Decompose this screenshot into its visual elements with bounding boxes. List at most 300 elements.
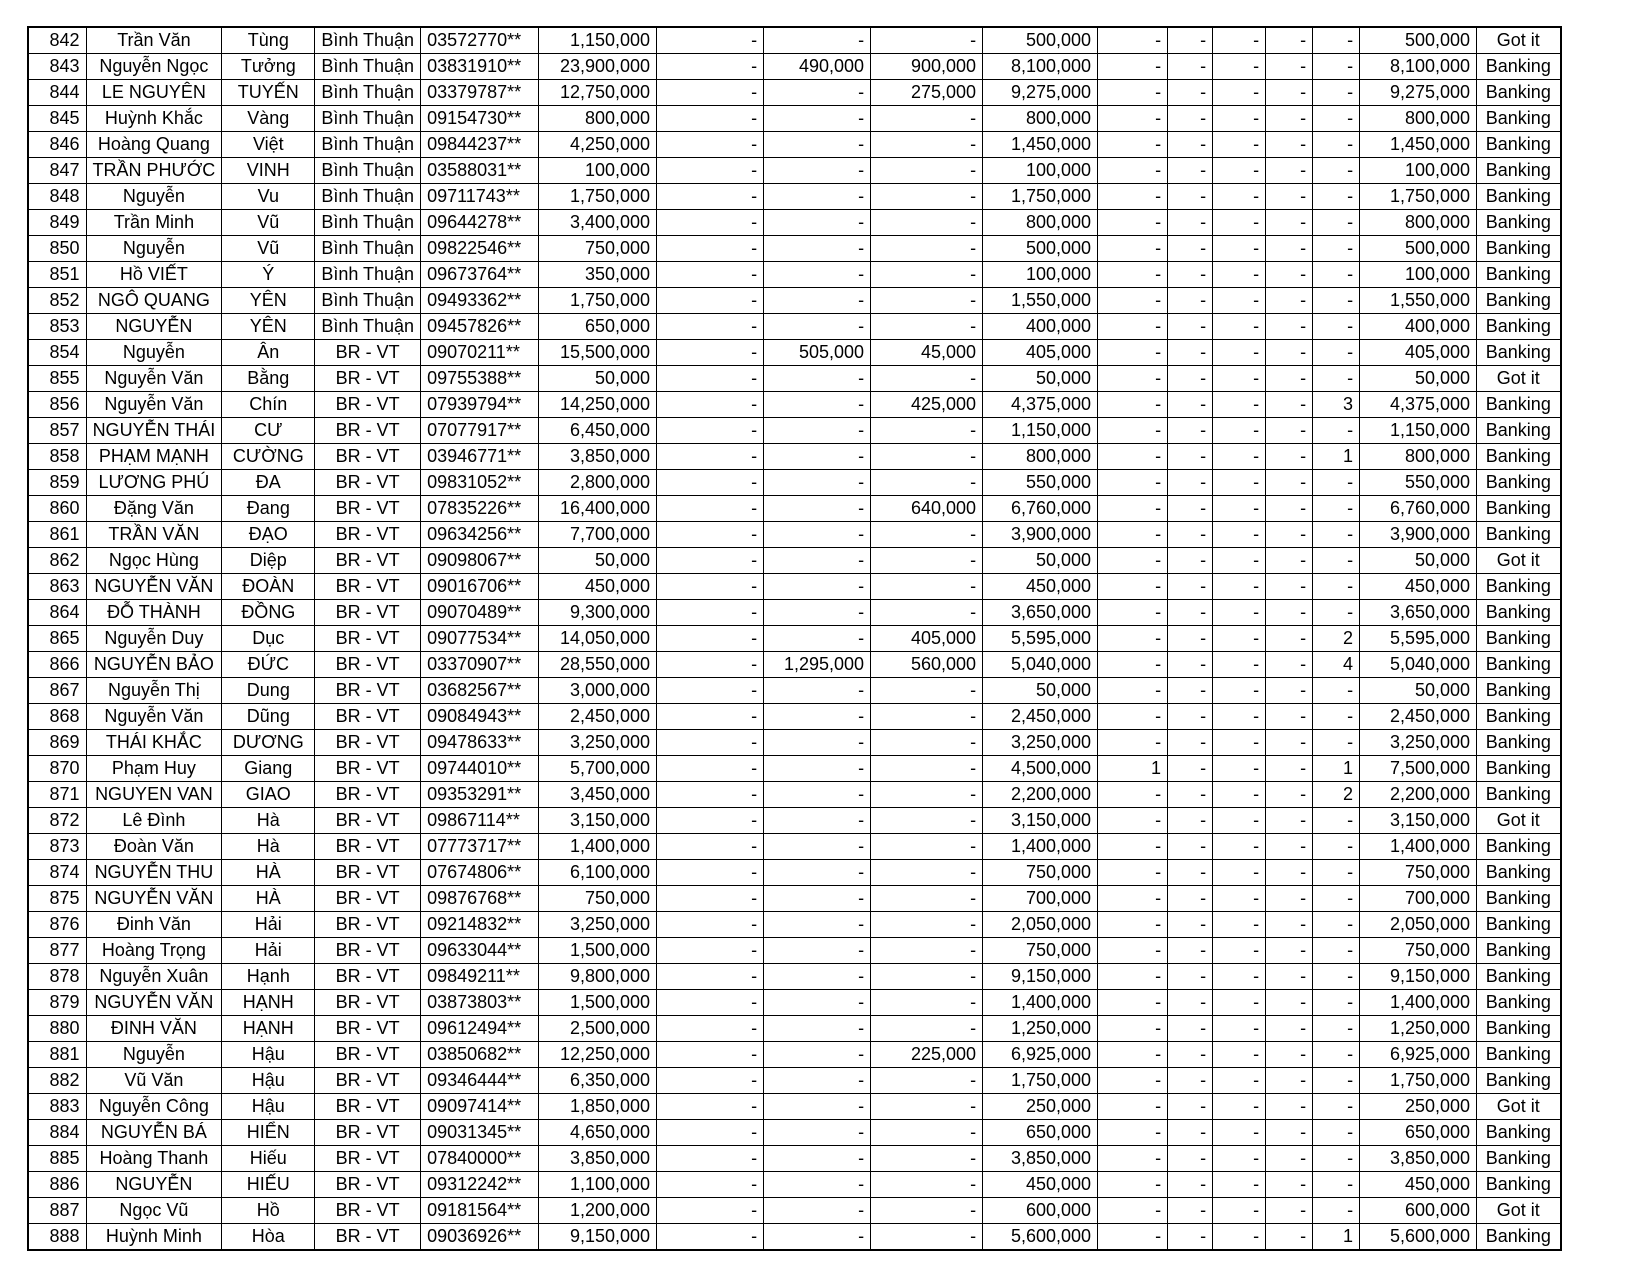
cell-amount-final: 50,000 — [1360, 365, 1477, 391]
table-row — [28, 79, 1561, 105]
cell-flag-4: - — [1266, 573, 1313, 599]
table-row — [28, 1119, 1561, 1145]
cell-col-b: - — [764, 1067, 871, 1093]
cell-payment-method: Banking — [1477, 313, 1561, 339]
cell-payment-method: Banking — [1477, 729, 1561, 755]
cell-phone: 09822546** — [421, 235, 539, 261]
cell-row-number: 856 — [28, 391, 86, 417]
cell-row-number: 888 — [28, 1223, 86, 1249]
cell-col-c: - — [871, 677, 983, 703]
cell-col-a: - — [657, 807, 764, 833]
cell-payment-method: Banking — [1477, 1041, 1561, 1067]
cell-amount-total: 50,000 — [539, 365, 657, 391]
cell-flag-1: - — [1098, 1067, 1168, 1093]
cell-flag-5: 1 — [1313, 1223, 1360, 1249]
cell-flag-3: - — [1213, 1093, 1266, 1119]
cell-amount-paid: 2,050,000 — [983, 911, 1098, 937]
cell-amount-total: 4,250,000 — [539, 131, 657, 157]
cell-amount-paid: 3,250,000 — [983, 729, 1098, 755]
cell-col-a: - — [657, 677, 764, 703]
cell-flag-2: - — [1168, 1197, 1213, 1223]
cell-col-a: - — [657, 365, 764, 391]
cell-phone: 09036926** — [421, 1223, 539, 1249]
cell-family-name: CƯỜNG — [222, 443, 315, 469]
cell-row-number: 862 — [28, 547, 86, 573]
cell-payment-method: Banking — [1477, 105, 1561, 131]
cell-payment-method: Got it — [1477, 1197, 1561, 1223]
cell-amount-final: 4,375,000 — [1360, 391, 1477, 417]
cell-amount-total: 15,500,000 — [539, 339, 657, 365]
cell-row-number: 842 — [28, 27, 86, 53]
cell-given-name: Nguyễn — [86, 339, 222, 365]
cell-row-number: 869 — [28, 729, 86, 755]
cell-col-c: - — [871, 547, 983, 573]
cell-family-name: Tùng — [222, 27, 315, 53]
cell-flag-3: - — [1213, 807, 1266, 833]
cell-payment-method: Banking — [1477, 443, 1561, 469]
cell-amount-total: 23,900,000 — [539, 53, 657, 79]
cell-col-b: - — [764, 391, 871, 417]
cell-given-name: Đặng Văn — [86, 495, 222, 521]
cell-family-name: Giang — [222, 755, 315, 781]
cell-amount-final: 450,000 — [1360, 573, 1477, 599]
table-row — [28, 27, 1561, 53]
cell-flag-1: - — [1098, 443, 1168, 469]
cell-flag-2: - — [1168, 1015, 1213, 1041]
cell-province: BR - VT — [315, 521, 421, 547]
cell-payment-method: Banking — [1477, 521, 1561, 547]
cell-flag-1: - — [1098, 729, 1168, 755]
cell-amount-final: 250,000 — [1360, 1093, 1477, 1119]
cell-payment-method: Banking — [1477, 989, 1561, 1015]
cell-amount-paid: 500,000 — [983, 27, 1098, 53]
cell-flag-2: - — [1168, 963, 1213, 989]
cell-province: BR - VT — [315, 547, 421, 573]
cell-col-b: - — [764, 963, 871, 989]
cell-phone: 09098067** — [421, 547, 539, 573]
cell-given-name: NGUYỄN VĂN — [86, 885, 222, 911]
cell-flag-1: - — [1098, 469, 1168, 495]
table-row — [28, 963, 1561, 989]
cell-col-c: - — [871, 963, 983, 989]
cell-flag-2: - — [1168, 729, 1213, 755]
cell-amount-final: 3,850,000 — [1360, 1145, 1477, 1171]
cell-phone: 09633044** — [421, 937, 539, 963]
cell-flag-1: - — [1098, 1171, 1168, 1197]
cell-family-name: HIỂN — [222, 1119, 315, 1145]
cell-col-c: 900,000 — [871, 53, 983, 79]
cell-amount-total: 2,800,000 — [539, 469, 657, 495]
cell-flag-3: - — [1213, 1067, 1266, 1093]
cell-flag-4: - — [1266, 417, 1313, 443]
table-row — [28, 131, 1561, 157]
cell-province: BR - VT — [315, 781, 421, 807]
cell-flag-2: - — [1168, 209, 1213, 235]
cell-phone: 03873803** — [421, 989, 539, 1015]
cell-col-c: - — [871, 443, 983, 469]
cell-flag-5: - — [1313, 339, 1360, 365]
cell-flag-5: - — [1313, 365, 1360, 391]
cell-flag-5: - — [1313, 1041, 1360, 1067]
cell-amount-final: 800,000 — [1360, 443, 1477, 469]
cell-given-name: NGUYỄN — [86, 1171, 222, 1197]
cell-amount-total: 5,700,000 — [539, 755, 657, 781]
cell-family-name: Chín — [222, 391, 315, 417]
cell-amount-paid: 250,000 — [983, 1093, 1098, 1119]
cell-amount-total: 3,000,000 — [539, 677, 657, 703]
cell-flag-4: - — [1266, 157, 1313, 183]
cell-amount-paid: 1,250,000 — [983, 1015, 1098, 1041]
cell-flag-4: - — [1266, 209, 1313, 235]
cell-flag-2: - — [1168, 261, 1213, 287]
cell-flag-4: - — [1266, 235, 1313, 261]
cell-flag-5: - — [1313, 963, 1360, 989]
cell-flag-2: - — [1168, 989, 1213, 1015]
cell-row-number: 852 — [28, 287, 86, 313]
cell-amount-total: 1,750,000 — [539, 183, 657, 209]
cell-amount-final: 650,000 — [1360, 1119, 1477, 1145]
cell-given-name: ĐINH VĂN — [86, 1015, 222, 1041]
cell-phone: 09312242** — [421, 1171, 539, 1197]
cell-phone: 07077917** — [421, 417, 539, 443]
cell-amount-final: 750,000 — [1360, 859, 1477, 885]
cell-flag-5: - — [1313, 677, 1360, 703]
cell-amount-total: 14,250,000 — [539, 391, 657, 417]
cell-col-b: - — [764, 703, 871, 729]
cell-family-name: Diệp — [222, 547, 315, 573]
cell-amount-final: 5,600,000 — [1360, 1223, 1477, 1249]
table-row — [28, 1145, 1561, 1171]
cell-col-c: - — [871, 131, 983, 157]
cell-family-name: Hải — [222, 937, 315, 963]
cell-amount-total: 9,300,000 — [539, 599, 657, 625]
cell-flag-2: - — [1168, 885, 1213, 911]
cell-col-a: - — [657, 79, 764, 105]
cell-amount-paid: 600,000 — [983, 1197, 1098, 1223]
cell-payment-method: Banking — [1477, 495, 1561, 521]
cell-col-a: - — [657, 1223, 764, 1249]
cell-province: BR - VT — [315, 859, 421, 885]
table-row — [28, 53, 1561, 79]
cell-col-c: - — [871, 781, 983, 807]
cell-flag-2: - — [1168, 417, 1213, 443]
cell-row-number: 850 — [28, 235, 86, 261]
cell-amount-total: 16,400,000 — [539, 495, 657, 521]
cell-given-name: LE NGUYÊN — [86, 79, 222, 105]
cell-province: BR - VT — [315, 1093, 421, 1119]
cell-flag-3: - — [1213, 859, 1266, 885]
cell-flag-4: - — [1266, 131, 1313, 157]
cell-row-number: 883 — [28, 1093, 86, 1119]
cell-col-a: - — [657, 989, 764, 1015]
cell-amount-paid: 3,150,000 — [983, 807, 1098, 833]
cell-province: BR - VT — [315, 963, 421, 989]
cell-col-a: - — [657, 729, 764, 755]
cell-family-name: HÀ — [222, 885, 315, 911]
cell-given-name: Vũ Văn — [86, 1067, 222, 1093]
cell-flag-3: - — [1213, 599, 1266, 625]
cell-province: Bình Thuận — [315, 183, 421, 209]
cell-col-b: - — [764, 599, 871, 625]
cell-flag-2: - — [1168, 1093, 1213, 1119]
cell-given-name: Huỳnh Khắc — [86, 105, 222, 131]
cell-payment-method: Banking — [1477, 625, 1561, 651]
cell-flag-2: - — [1168, 131, 1213, 157]
cell-col-c: - — [871, 755, 983, 781]
cell-flag-2: - — [1168, 521, 1213, 547]
cell-province: BR - VT — [315, 755, 421, 781]
cell-col-b: 1,295,000 — [764, 651, 871, 677]
cell-flag-1: - — [1098, 625, 1168, 651]
cell-row-number: 877 — [28, 937, 86, 963]
cell-flag-5: - — [1313, 521, 1360, 547]
cell-flag-2: - — [1168, 1171, 1213, 1197]
cell-given-name: TRẦN VĂN — [86, 521, 222, 547]
cell-col-b: - — [764, 1015, 871, 1041]
cell-flag-3: - — [1213, 157, 1266, 183]
cell-amount-paid: 1,150,000 — [983, 417, 1098, 443]
cell-col-b: - — [764, 1223, 871, 1249]
table-row — [28, 1223, 1561, 1249]
table-row — [28, 625, 1561, 651]
cell-flag-2: - — [1168, 755, 1213, 781]
cell-amount-paid: 750,000 — [983, 859, 1098, 885]
cell-amount-total: 6,100,000 — [539, 859, 657, 885]
cell-flag-4: - — [1266, 339, 1313, 365]
cell-family-name: Vũ — [222, 235, 315, 261]
cell-flag-1: - — [1098, 235, 1168, 261]
cell-flag-1: - — [1098, 1119, 1168, 1145]
cell-amount-total: 14,050,000 — [539, 625, 657, 651]
cell-col-a: - — [657, 1119, 764, 1145]
cell-province: BR - VT — [315, 807, 421, 833]
cell-flag-3: - — [1213, 521, 1266, 547]
cell-col-b: - — [764, 911, 871, 937]
cell-phone: 09478633** — [421, 729, 539, 755]
cell-row-number: 874 — [28, 859, 86, 885]
cell-col-b: - — [764, 1197, 871, 1223]
cell-family-name: ĐA — [222, 469, 315, 495]
data-table — [27, 26, 1562, 1251]
cell-flag-2: - — [1168, 1067, 1213, 1093]
table-row — [28, 209, 1561, 235]
cell-flag-5: - — [1313, 1145, 1360, 1171]
cell-flag-4: - — [1266, 1171, 1313, 1197]
cell-amount-paid: 5,040,000 — [983, 651, 1098, 677]
cell-amount-paid: 700,000 — [983, 885, 1098, 911]
cell-amount-paid: 2,450,000 — [983, 703, 1098, 729]
cell-flag-3: - — [1213, 1197, 1266, 1223]
cell-flag-4: - — [1266, 729, 1313, 755]
cell-amount-paid: 3,850,000 — [983, 1145, 1098, 1171]
cell-amount-final: 3,150,000 — [1360, 807, 1477, 833]
cell-flag-3: - — [1213, 703, 1266, 729]
cell-amount-final: 1,250,000 — [1360, 1015, 1477, 1041]
cell-flag-1: - — [1098, 521, 1168, 547]
cell-flag-1: - — [1098, 911, 1168, 937]
cell-province: BR - VT — [315, 625, 421, 651]
table-row — [28, 755, 1561, 781]
cell-family-name: HẠNH — [222, 1015, 315, 1041]
cell-flag-4: - — [1266, 547, 1313, 573]
cell-payment-method: Banking — [1477, 53, 1561, 79]
cell-payment-method: Banking — [1477, 417, 1561, 443]
cell-flag-4: - — [1266, 79, 1313, 105]
cell-given-name: NGUYỄN VĂN — [86, 573, 222, 599]
cell-phone: 09154730** — [421, 105, 539, 131]
cell-given-name: Hoàng Trọng — [86, 937, 222, 963]
cell-col-c: - — [871, 313, 983, 339]
cell-col-b: - — [764, 755, 871, 781]
cell-col-b: - — [764, 781, 871, 807]
cell-col-a: - — [657, 625, 764, 651]
cell-col-b: - — [764, 625, 871, 651]
cell-flag-1: - — [1098, 495, 1168, 521]
cell-given-name: ĐỖ THÀNH — [86, 599, 222, 625]
cell-amount-final: 50,000 — [1360, 547, 1477, 573]
cell-amount-total: 3,250,000 — [539, 729, 657, 755]
cell-flag-2: - — [1168, 443, 1213, 469]
cell-row-number: 865 — [28, 625, 86, 651]
cell-amount-final: 9,150,000 — [1360, 963, 1477, 989]
cell-given-name: Nguyễn Văn — [86, 703, 222, 729]
cell-amount-final: 2,200,000 — [1360, 781, 1477, 807]
cell-col-a: - — [657, 339, 764, 365]
cell-flag-5: 2 — [1313, 625, 1360, 651]
cell-flag-2: - — [1168, 105, 1213, 131]
cell-province: Bình Thuận — [315, 235, 421, 261]
cell-flag-3: - — [1213, 209, 1266, 235]
cell-flag-2: - — [1168, 677, 1213, 703]
cell-amount-paid: 100,000 — [983, 157, 1098, 183]
cell-amount-final: 9,275,000 — [1360, 79, 1477, 105]
cell-phone: 09084943** — [421, 703, 539, 729]
cell-phone: 09849211** — [421, 963, 539, 989]
cell-flag-3: - — [1213, 573, 1266, 599]
cell-amount-paid: 400,000 — [983, 313, 1098, 339]
cell-province: BR - VT — [315, 989, 421, 1015]
cell-flag-4: - — [1266, 183, 1313, 209]
cell-amount-total: 3,850,000 — [539, 443, 657, 469]
cell-flag-1: - — [1098, 313, 1168, 339]
cell-amount-total: 3,250,000 — [539, 911, 657, 937]
cell-amount-final: 500,000 — [1360, 27, 1477, 53]
cell-row-number: 849 — [28, 209, 86, 235]
cell-province: BR - VT — [315, 365, 421, 391]
cell-col-c: - — [871, 599, 983, 625]
cell-amount-final: 100,000 — [1360, 157, 1477, 183]
cell-given-name: Ngọc Vũ — [86, 1197, 222, 1223]
table-row — [28, 339, 1561, 365]
cell-flag-1: - — [1098, 183, 1168, 209]
cell-family-name: Hạnh — [222, 963, 315, 989]
cell-payment-method: Got it — [1477, 27, 1561, 53]
cell-given-name: NGUYỄN THU — [86, 859, 222, 885]
cell-row-number: 870 — [28, 755, 86, 781]
cell-payment-method: Banking — [1477, 651, 1561, 677]
cell-flag-3: - — [1213, 1015, 1266, 1041]
cell-amount-final: 1,150,000 — [1360, 417, 1477, 443]
cell-flag-2: - — [1168, 937, 1213, 963]
cell-amount-total: 1,500,000 — [539, 989, 657, 1015]
cell-family-name: Hậu — [222, 1067, 315, 1093]
cell-amount-final: 400,000 — [1360, 313, 1477, 339]
cell-flag-1: - — [1098, 703, 1168, 729]
cell-col-b: - — [764, 27, 871, 53]
cell-phone: 09831052** — [421, 469, 539, 495]
cell-amount-total: 450,000 — [539, 573, 657, 599]
cell-col-a: - — [657, 547, 764, 573]
cell-phone: 09070489** — [421, 599, 539, 625]
cell-province: BR - VT — [315, 599, 421, 625]
cell-flag-1: - — [1098, 807, 1168, 833]
cell-given-name: Ngọc Hùng — [86, 547, 222, 573]
cell-row-number: 882 — [28, 1067, 86, 1093]
cell-col-c: - — [871, 1093, 983, 1119]
cell-col-a: - — [657, 209, 764, 235]
cell-row-number: 878 — [28, 963, 86, 989]
cell-amount-total: 1,850,000 — [539, 1093, 657, 1119]
cell-col-a: - — [657, 1041, 764, 1067]
cell-col-b: - — [764, 859, 871, 885]
cell-amount-paid: 6,925,000 — [983, 1041, 1098, 1067]
cell-row-number: 855 — [28, 365, 86, 391]
cell-col-b: - — [764, 1119, 871, 1145]
cell-flag-2: - — [1168, 781, 1213, 807]
cell-province: Bình Thuận — [315, 261, 421, 287]
cell-payment-method: Banking — [1477, 937, 1561, 963]
cell-flag-5: - — [1313, 1093, 1360, 1119]
cell-flag-3: - — [1213, 469, 1266, 495]
cell-flag-5: - — [1313, 417, 1360, 443]
cell-amount-total: 7,700,000 — [539, 521, 657, 547]
cell-phone: 09457826** — [421, 313, 539, 339]
cell-phone: 03588031** — [421, 157, 539, 183]
cell-col-b: - — [764, 989, 871, 1015]
table-row — [28, 417, 1561, 443]
cell-given-name: Nguyễn — [86, 1041, 222, 1067]
table-row — [28, 703, 1561, 729]
cell-phone: 03682567** — [421, 677, 539, 703]
cell-flag-1: - — [1098, 105, 1168, 131]
cell-col-a: - — [657, 183, 764, 209]
table-row — [28, 261, 1561, 287]
cell-flag-1: - — [1098, 547, 1168, 573]
cell-flag-5: - — [1313, 1119, 1360, 1145]
cell-row-number: 857 — [28, 417, 86, 443]
cell-amount-total: 1,750,000 — [539, 287, 657, 313]
cell-payment-method: Banking — [1477, 287, 1561, 313]
cell-col-b: - — [764, 313, 871, 339]
cell-given-name: Hoàng Quang — [86, 131, 222, 157]
cell-amount-total: 1,400,000 — [539, 833, 657, 859]
cell-flag-3: - — [1213, 1223, 1266, 1249]
cell-flag-2: - — [1168, 391, 1213, 417]
cell-row-number: 871 — [28, 781, 86, 807]
cell-col-b: - — [764, 469, 871, 495]
cell-col-b: - — [764, 1145, 871, 1171]
cell-flag-3: - — [1213, 443, 1266, 469]
cell-province: BR - VT — [315, 1119, 421, 1145]
cell-col-b: - — [764, 443, 871, 469]
cell-flag-3: - — [1213, 1171, 1266, 1197]
cell-amount-total: 6,350,000 — [539, 1067, 657, 1093]
cell-flag-2: - — [1168, 235, 1213, 261]
cell-col-c: - — [871, 1171, 983, 1197]
cell-amount-total: 12,250,000 — [539, 1041, 657, 1067]
cell-province: BR - VT — [315, 677, 421, 703]
cell-flag-2: - — [1168, 1145, 1213, 1171]
